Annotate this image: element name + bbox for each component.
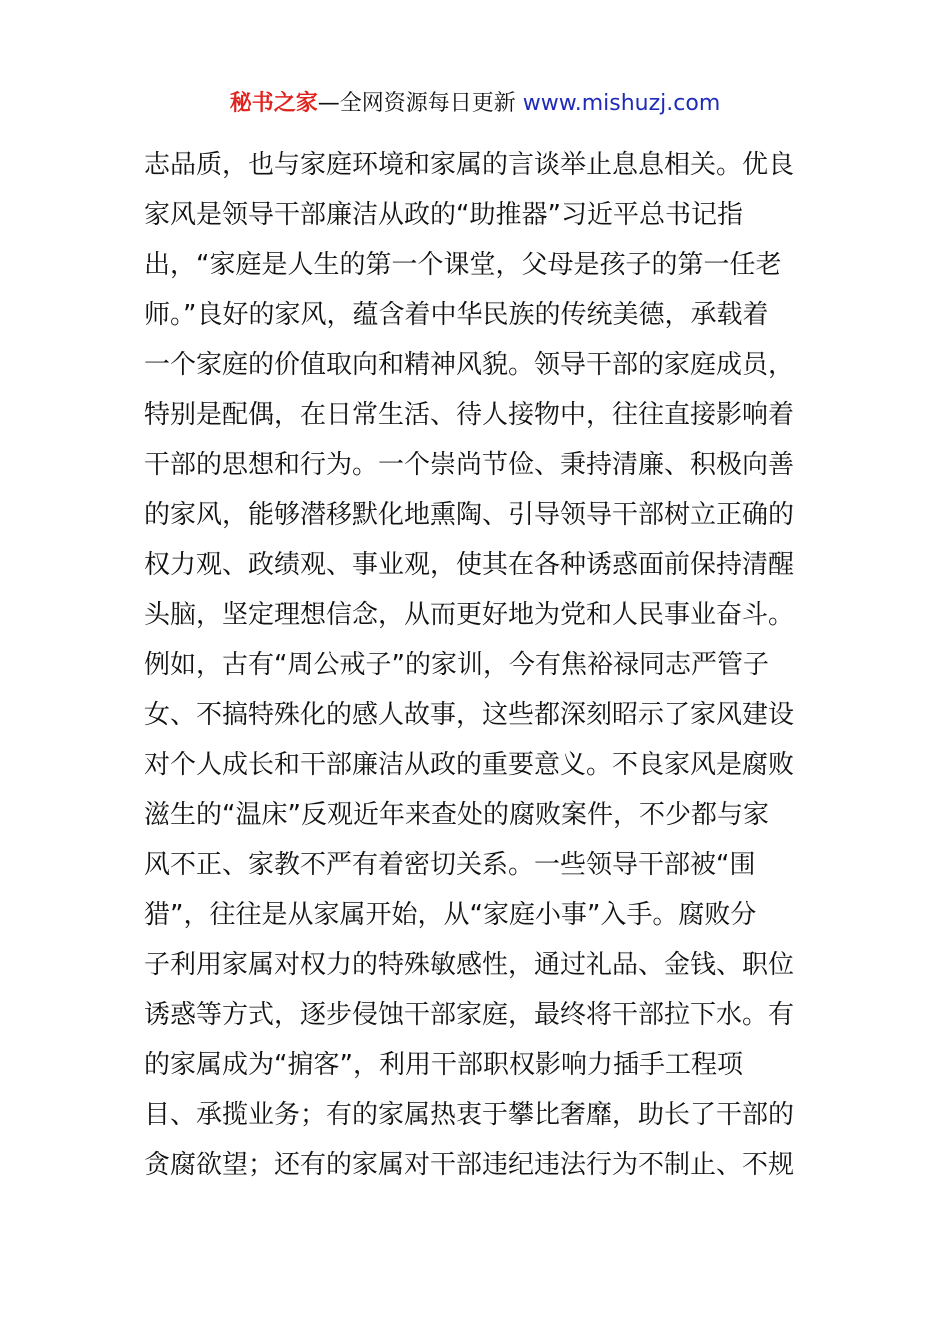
text-line: 贪腐欲望；还有的家属对干部违纪违法行为不制止、不规 <box>144 1150 795 1180</box>
text-line: 家风是领导干部廉洁从政的“助推器”习近平总书记指 <box>144 200 743 230</box>
page-header <box>0 88 950 120</box>
text-line: 风不正、家教不严有着密切关系。一些领导干部被“围 <box>144 850 756 880</box>
text-line: 猎”，往往是从家属开始，从“家庭小事”入手。腐败分 <box>144 900 757 930</box>
text-line: 女、不搞特殊化的感人故事，这些都深刻昭示了家风建设 <box>144 700 795 730</box>
text-line: 一个家庭的价值取向和精神风貌。领导干部的家庭成员， <box>144 350 795 380</box>
text-line: 的家风，能够潜移默化地熏陶、引导领导干部树立正确的 <box>144 500 795 530</box>
body-text <box>144 140 814 1190</box>
header-brand: 秘书之家 <box>229 91 318 116</box>
text-line: 权力观、政绩观、事业观，使其在各种诱惑面前保持清醒 <box>144 550 795 580</box>
text-line: 目、承揽业务；有的家属热衷于攀比奢靡，助长了干部的 <box>144 1100 795 1130</box>
text-line: 对个人成长和干部廉洁从政的重要意义。不良家风是腐败 <box>144 750 795 780</box>
text-line: 志品质，也与家庭环境和家属的言谈举止息息相关。优良 <box>144 150 795 180</box>
text-line: 的家属成为“掮客”，利用干部职权影响力插手工程项 <box>144 1050 743 1080</box>
header-url-link[interactable]: www.mishuzj.com <box>522 91 721 116</box>
text-line: 特别是配偶，在日常生活、待人接物中，往往直接影响着 <box>144 400 795 430</box>
text-line: 师。”良好的家风，蕴含着中华民族的传统美德，承载着 <box>144 300 769 330</box>
text-line: 例如，古有“周公戒子”的家训，今有焦裕禄同志严管子 <box>144 650 769 680</box>
text-line: 头脑，坚定理想信念，从而更好地为党和人民事业奋斗。 <box>144 600 795 630</box>
text-line: 干部的思想和行为。一个崇尚节俭、秉持清廉、积极向善 <box>144 450 795 480</box>
text-line: 子利用家属对权力的特殊敏感性，通过礼品、金钱、职位 <box>144 950 795 980</box>
text-line: 滋生的“温床”反观近年来查处的腐败案件，不少都与家 <box>144 800 769 830</box>
text-line: 出，“家庭是人生的第一个课堂，父母是孩子的第一任老 <box>144 250 782 280</box>
text-line: 诱惑等方式，逐步侵蚀干部家庭，最终将干部拉下水。有 <box>144 1000 795 1030</box>
header-tagline: —全网资源每日更新 <box>317 91 523 116</box>
